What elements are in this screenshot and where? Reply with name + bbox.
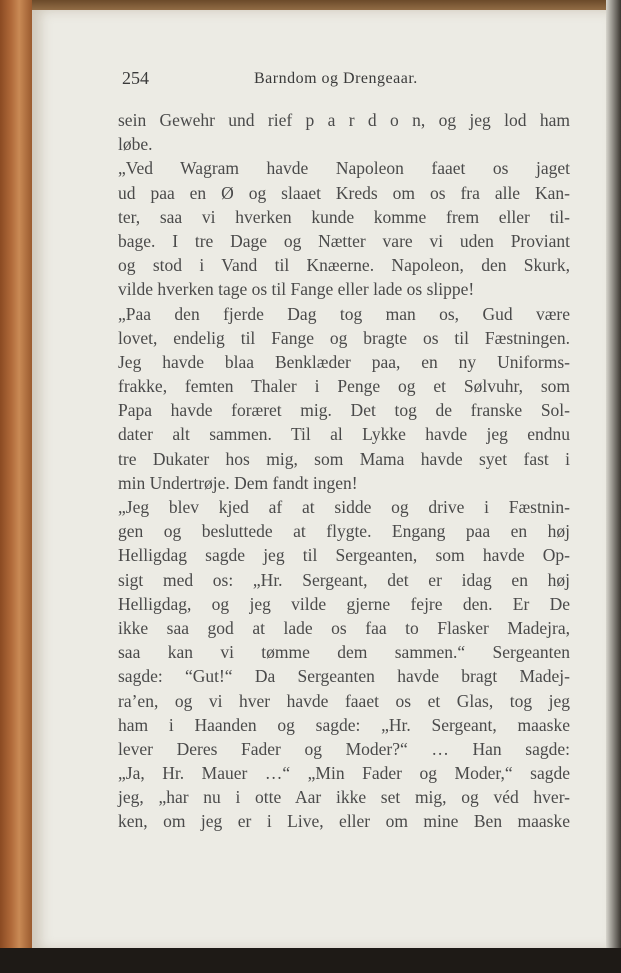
text-line: ikke saa god at lade os faa to Flasker Madejra,: [118, 617, 570, 638]
text-line: bage. I tre Dage og Nætter vare vi uden Proviant: [118, 230, 570, 251]
book-bottom-edge: [0, 948, 621, 973]
text-line: gen og besluttede at flygte. Engang paa en høj: [118, 521, 570, 542]
page-header: [32, 68, 607, 92]
text-line: Helligdag, og jeg vilde gjerne fejre den. Er De: [118, 593, 570, 614]
text-line: Jeg havde blaa Benklæder paa, en ny Uniforms-: [118, 351, 570, 372]
text-line: lever Deres Fader og Moder?“ … Han sagde:: [118, 738, 570, 759]
text-line: vilde hverken tage os til Fange eller lade os slippe!: [118, 279, 475, 300]
text-line: dater alt sammen. Til al Lykke havde jeg endnu: [118, 424, 570, 445]
text-line: sigt med os: „Hr. Sergeant, det er idag en høj: [118, 569, 570, 590]
text-line: ken, om jeg er i Live, eller om mine Ben maaske: [118, 811, 570, 832]
text-line: frakke, femten Thaler i Penge og et Sølvuhr, som: [118, 376, 570, 397]
book-spine: [0, 0, 32, 955]
text-line: Helligdag sagde jeg til Sergeanten, som havde Op-: [118, 545, 570, 566]
page-number: 254: [122, 68, 149, 88]
text-line: sagde: “Gut!“ Da Sergeanten havde bragt Madej-: [118, 666, 570, 687]
text-line: løbe.: [118, 134, 153, 155]
text-line: „Paa den fjerde Dag tog man os, Gud være: [118, 303, 570, 324]
text-line: „Jeg blev kjed af at sidde og drive i Fæstnin-: [118, 497, 570, 517]
text-line: ra’en, og vi hver havde faaet os et Glas, tog jeg: [118, 690, 570, 711]
text-line: „Ved Wagram havde Napoleon faaet os jaget: [118, 158, 570, 179]
text-line: tre Dukater hos mig, som Mama havde syet fast i: [118, 448, 570, 469]
body-text: [118, 108, 570, 834]
text-line: jeg, „har nu i otte Aar ikke set mig, og véd hver-: [118, 787, 570, 808]
text-line: lovet, endelig til Fange og bragte os til Fæstningen.: [118, 327, 570, 348]
text-line: ham i Haanden og sagde: „Hr. Sergeant, maaske: [118, 714, 570, 735]
text-line: min Undertrøje. Dem fandt ingen!: [118, 472, 358, 493]
text-line: „Ja, Hr. Mauer …“ „Min Fader og Moder,“ sagde: [118, 763, 570, 784]
text-line: Papa havde foræret mig. Det tog de franske Sol-: [118, 400, 570, 421]
text-line: sein Gewehr und rief p a r d o n, og jeg lod ham: [118, 110, 570, 130]
text-line: ud paa en Ø og slaaet Kreds om os fra alle Kan-: [118, 182, 570, 203]
text-line: saa kan vi tømme dem sammen.“ Sergeanten: [118, 642, 570, 663]
text-line: ter, saa vi hverken kunde komme frem eller til-: [118, 206, 570, 227]
book-page: [32, 10, 607, 950]
text-line: og stod i Vand til Knæerne. Napoleon, den Skurk,: [118, 255, 570, 276]
page-right-edge: [606, 0, 621, 955]
running-title: Barndom og Drengeaar.: [254, 70, 418, 87]
